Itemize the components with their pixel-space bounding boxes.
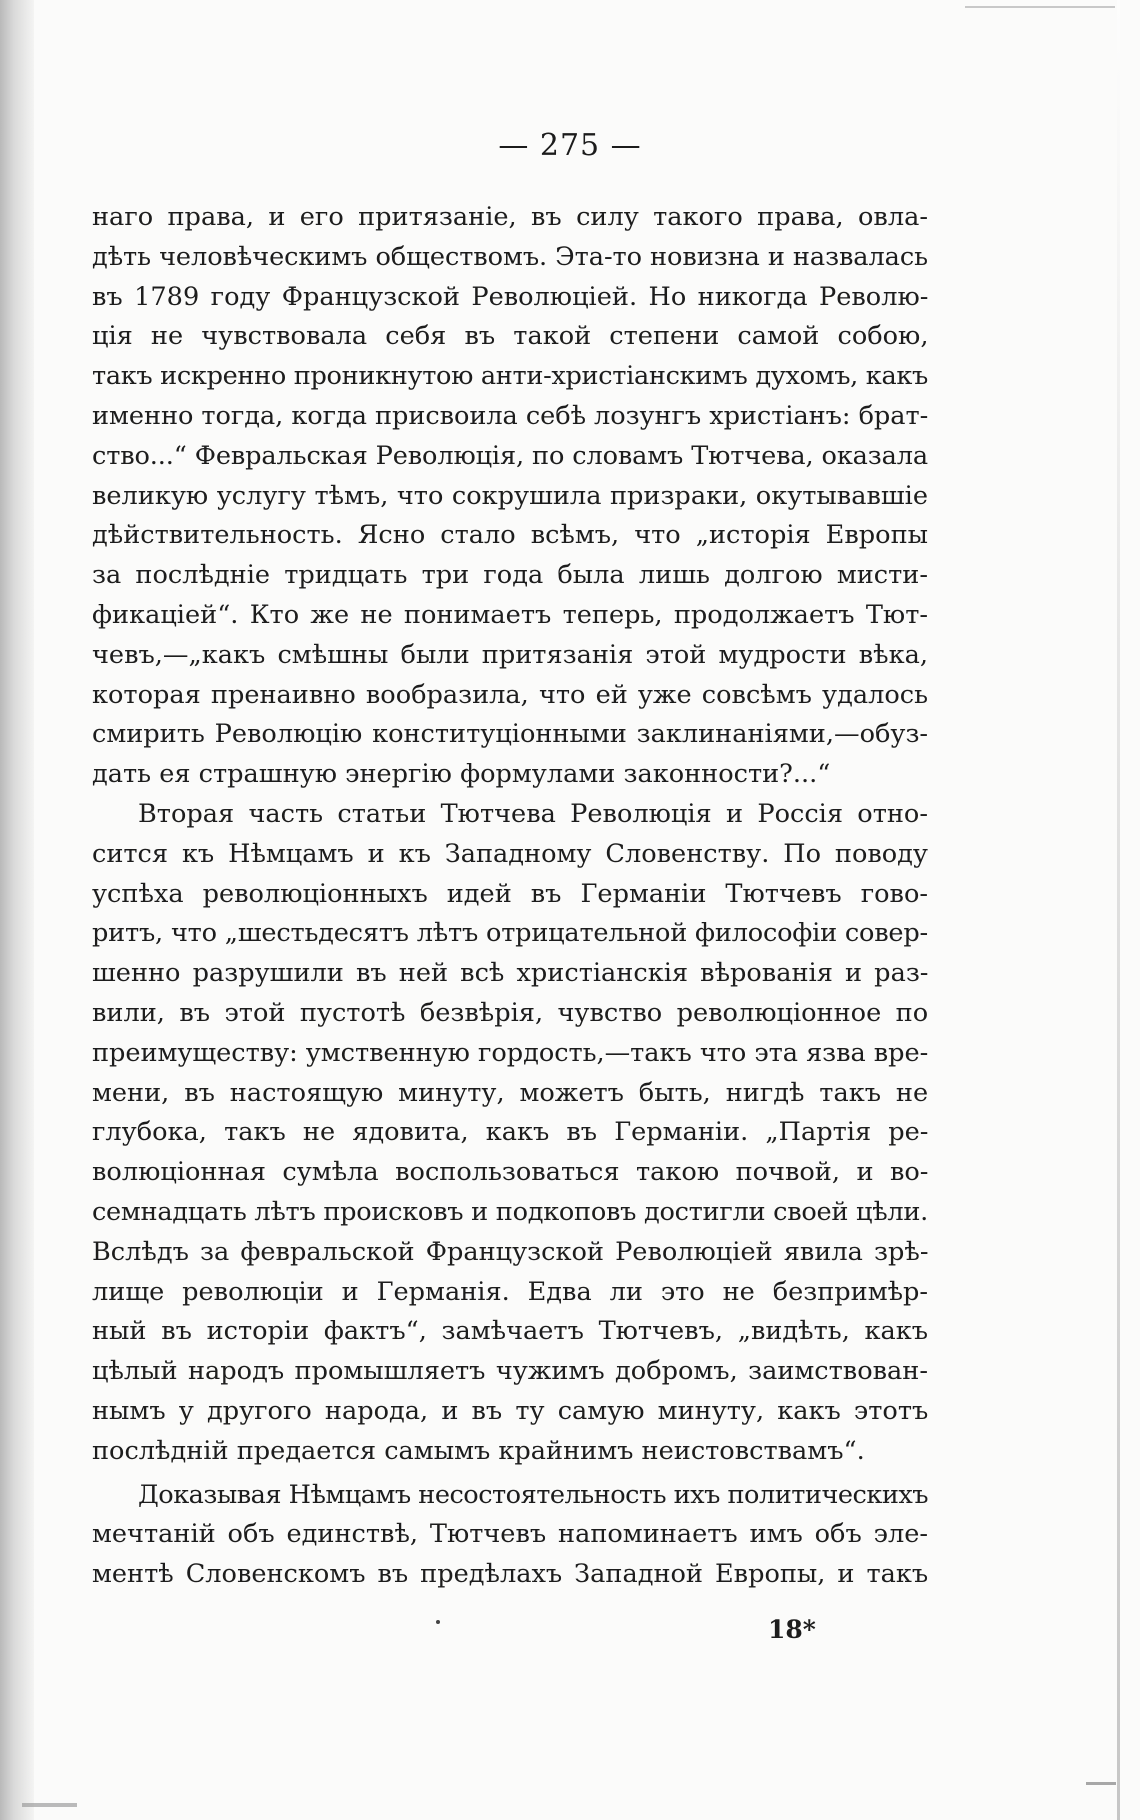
text-line: волюціонная сумѣла воспользоваться такою почвой, и во-	[92, 1157, 929, 1188]
text-line: за послѣдніе тридцать три года была лишь долгою мисти-	[92, 560, 928, 591]
scan-speck	[436, 1620, 440, 1624]
text-line: дѣть человѣческимъ обществомъ. Эта-то новизна и назвалась	[92, 241, 928, 272]
signature-mark: 18*	[768, 1615, 816, 1644]
text-line: дать ея страшную энергію формулами законности?...“	[92, 759, 831, 790]
text-line: шенно разрушили въ ней всѣ христіанскія вѣрованія и раз-	[92, 958, 929, 989]
text-line: семнадцать лѣтъ происковъ и подкоповъ достигли своей цѣли.	[92, 1196, 928, 1227]
text-line: ція не чувствовала себя въ такой степени самой собою,	[92, 321, 929, 352]
paragraph	[92, 198, 928, 795]
text-line: чевъ,—„какъ смѣшны были притязанія этой мудрости вѣка,	[92, 639, 928, 670]
text-line: которая пренаивно вообразила, что ей уже совсѣмъ удалось	[92, 679, 929, 710]
text-line: лище революціи и Германія. Едва ли это не безпримѣр-	[92, 1276, 929, 1307]
text-line: наго права, и его притязаніе, въ силу такого права, овла-	[92, 202, 928, 232]
text-line: фикаціей“. Кто же не понимаетъ теперь, продолжаетъ Тют-	[92, 599, 928, 630]
body-text	[92, 198, 928, 1595]
text-line: такъ искренно проникнутою анти-христіанскимъ духомъ, какъ	[92, 361, 928, 392]
text-line: мечтаній объ единствѣ, Тютчевъ напоминаетъ имъ объ эле-	[92, 1519, 928, 1550]
text-line: глубока, такъ не ядовита, какъ въ Германіи. „Партія ре-	[92, 1117, 929, 1148]
text-line: нымъ у другого народа, и въ ту самую минуту, какъ этотъ	[92, 1395, 929, 1426]
text-line: ство...“ Февральская Революція, по словамъ Тютчева, оказала	[92, 440, 928, 471]
text-line: послѣдній предается самымъ крайнимъ неистовствамъ“.	[92, 1435, 865, 1466]
text-line: цѣлый народъ промышляетъ чужимъ добромъ, заимствован-	[92, 1356, 928, 1387]
text-line: ритъ, что „шестьдесятъ лѣтъ отрицательной философіи совер-	[92, 918, 928, 949]
text-line: успѣха революціонныхъ идей въ Германіи Тютчевъ гово-	[92, 878, 928, 909]
text-line: именно тогда, когда присвоила себѣ лозунгъ христіанъ: брат-	[92, 400, 929, 431]
page-number-header: — 275 —	[498, 128, 642, 163]
scan-top-mark	[965, 6, 1115, 8]
text-line: Вслѣдъ за февральской Французской Революціей явила зрѣ-	[92, 1236, 929, 1267]
text-line: преимуществу: умственную гордость,—такъ что эта язва вре-	[92, 1037, 929, 1068]
scan-bottom-right-mark	[1086, 1782, 1116, 1785]
scan-bottom-mark	[22, 1803, 77, 1807]
text-line: сится къ Нѣмцамъ и къ Западному Словенству. По поводу	[92, 838, 928, 869]
paragraph	[92, 1476, 928, 1595]
paragraph	[92, 795, 928, 1472]
text-line: въ 1789 году Французской Революціей. Но никогда Револю-	[92, 281, 929, 312]
text-line: мени, въ настоящую минуту, можетъ быть, нигдѣ такъ не	[92, 1077, 929, 1108]
text-line: ный въ исторіи фактъ“, замѣчаетъ Тютчевъ, „видѣть, какъ	[92, 1316, 929, 1347]
scan-edge-right	[1117, 0, 1120, 1820]
text-line: Доказывая Нѣмцамъ несостоятельность ихъ политическихъ	[138, 1479, 929, 1510]
text-line: великую услугу тѣмъ, что сокрушила призраки, окутывавшіе	[92, 480, 928, 511]
text-line: смирить Революцію конституціонными заклинаніями,—обуз-	[92, 719, 929, 750]
text-line: вили, въ этой пустотѣ безвѣрія, чувство революціонное по	[92, 997, 929, 1028]
text-line: ментѣ Словенскомъ въ предѣлахъ Западной Европы, и такъ	[92, 1559, 929, 1590]
scan-edge-shadow	[0, 0, 34, 1820]
text-line: дѣйствительность. Ясно стало всѣмъ, что „исторія Европы	[92, 520, 928, 551]
text-line: Вторая часть статьи Тютчева Революція и Россія отно-	[138, 798, 928, 829]
